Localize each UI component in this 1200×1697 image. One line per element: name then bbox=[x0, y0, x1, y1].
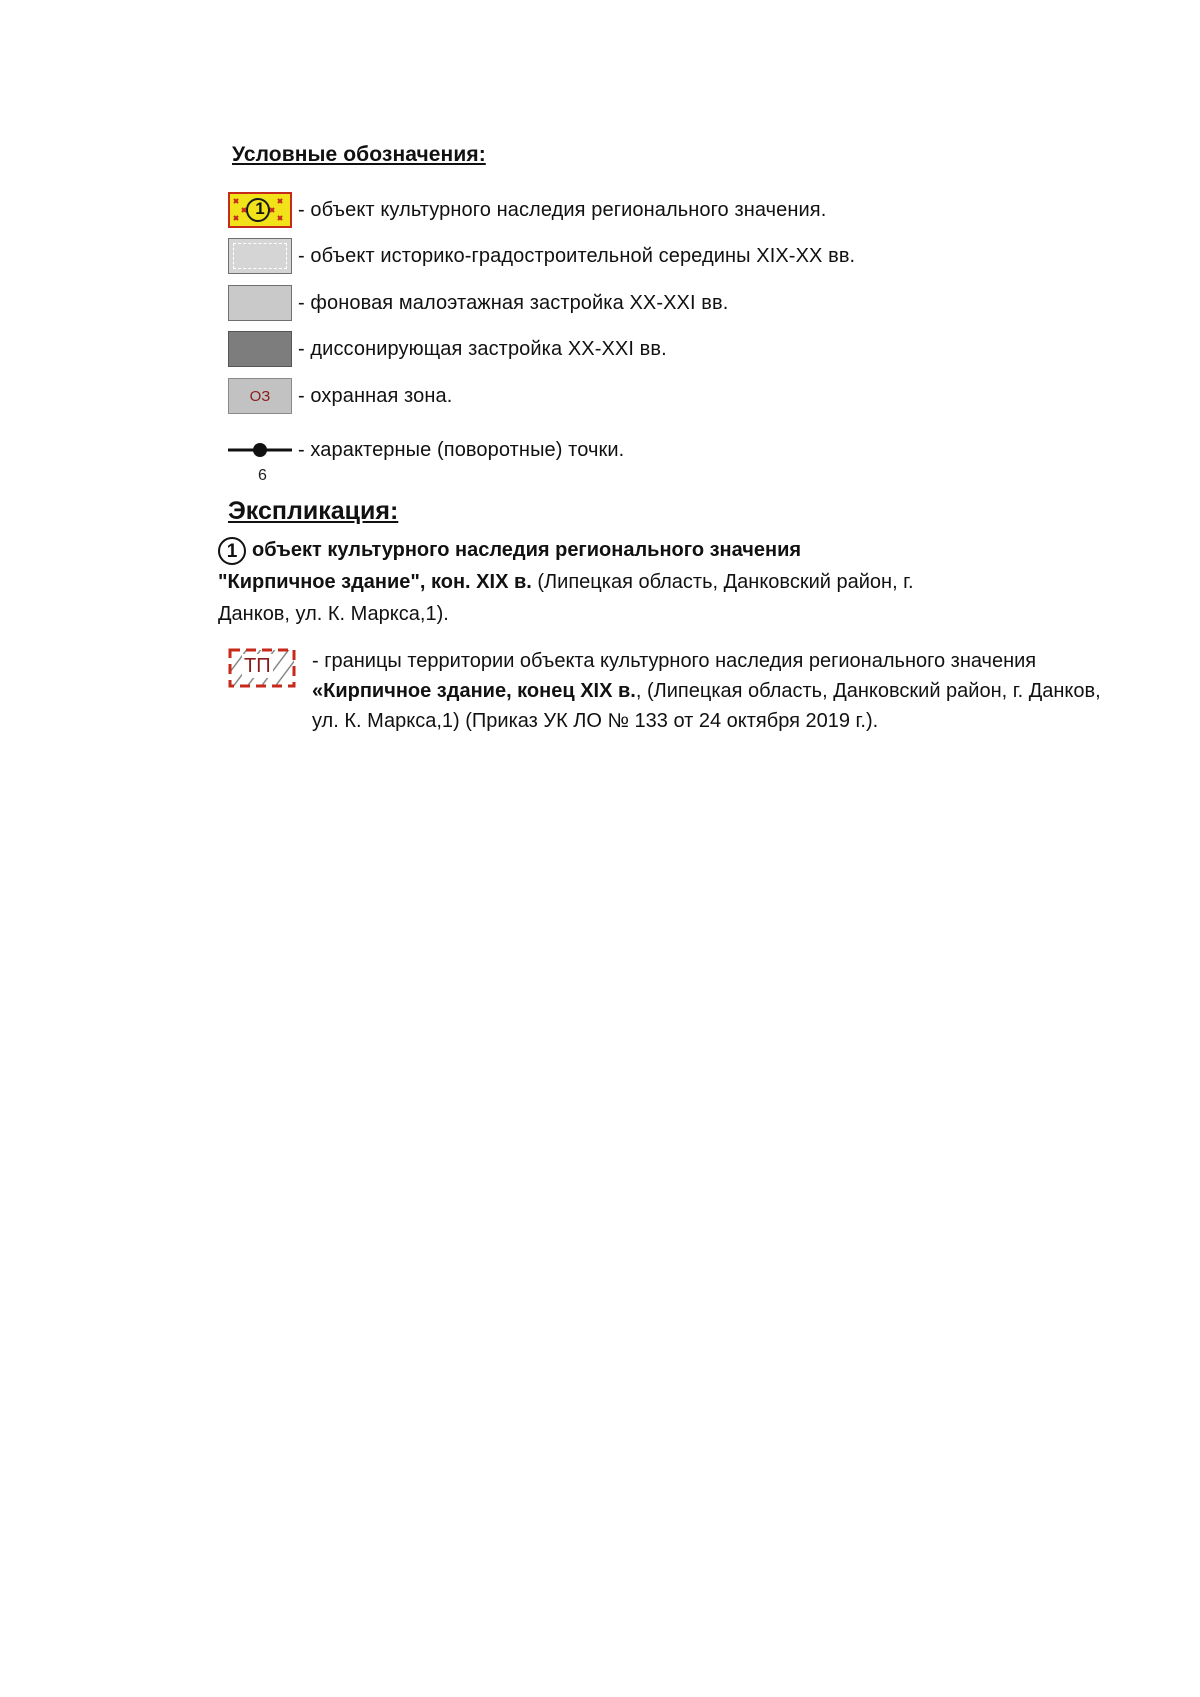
explication-item-2-intro: - границы территории объекта культурного наследия регионального значения bbox=[312, 650, 1037, 672]
explication-item-1-line1: объект культурного наследия регионального значения bbox=[252, 539, 802, 561]
legend-text-protection-zone: - охранная зона. bbox=[298, 384, 453, 407]
legend-heading: Условные обозначения: bbox=[232, 143, 486, 166]
explication-item-2-text bbox=[312, 646, 1122, 736]
legend-item-dissonant-building bbox=[228, 329, 667, 369]
cultural-heritage-swatch-number: 1 bbox=[255, 199, 265, 218]
legend-item-cultural-heritage bbox=[228, 190, 826, 230]
legend-text-characteristic-points: - характерные (поворотные) точки. bbox=[298, 438, 625, 461]
dissonant-building-swatch bbox=[228, 331, 292, 367]
legend-item-background-building bbox=[228, 283, 728, 323]
legend-text-background-building: - фоновая малоэтажная застройка XX-XXI вв. bbox=[298, 291, 729, 314]
explication-item-2-object-name: «Кирпичное здание, конец XIX в. bbox=[312, 680, 636, 702]
explication-item-2-details: , (Липецкая область, Данковский район, г. Данков, ул. К. Маркса,1) (Приказ УК ЛО № 133 от 24 октября 2019 г.). bbox=[312, 680, 1101, 732]
object-number-circle: 1 bbox=[218, 537, 246, 565]
protection-zone-label: ОЗ bbox=[249, 387, 271, 405]
legend-text-dissonant-building: - диссонирующая застройка XX-XXI вв. bbox=[298, 337, 667, 360]
historic-building-swatch bbox=[228, 238, 292, 274]
explication-item-1-address: (Липецкая область, Данковский район, г. Данков, ул. К. Маркса,1). bbox=[218, 571, 914, 625]
characteristic-point-symbol bbox=[228, 440, 292, 460]
legend-item-characteristic-points bbox=[228, 430, 624, 470]
legend-item-historic-building bbox=[228, 236, 855, 276]
cultural-heritage-swatch bbox=[228, 192, 292, 228]
explication-heading: Экспликация: bbox=[228, 497, 399, 525]
legend-item-protection-zone bbox=[228, 376, 452, 416]
explication-item-1-line2: "Кирпичное здание", кон. XIX в. bbox=[218, 571, 532, 593]
characteristic-point-number: 6 bbox=[258, 467, 267, 484]
background-building-swatch bbox=[228, 285, 292, 321]
legend-text-historic-building: - объект историко-градостроительной середины XIX-XX вв. bbox=[298, 244, 856, 267]
territory-boundary-symbol bbox=[228, 648, 296, 688]
protection-zone-swatch bbox=[228, 378, 292, 414]
explication-item-1 bbox=[218, 534, 958, 630]
territory-boundary-label: ТП bbox=[244, 655, 271, 677]
legend-text-cultural-heritage: - объект культурного наследия регионального значения. bbox=[298, 198, 827, 221]
